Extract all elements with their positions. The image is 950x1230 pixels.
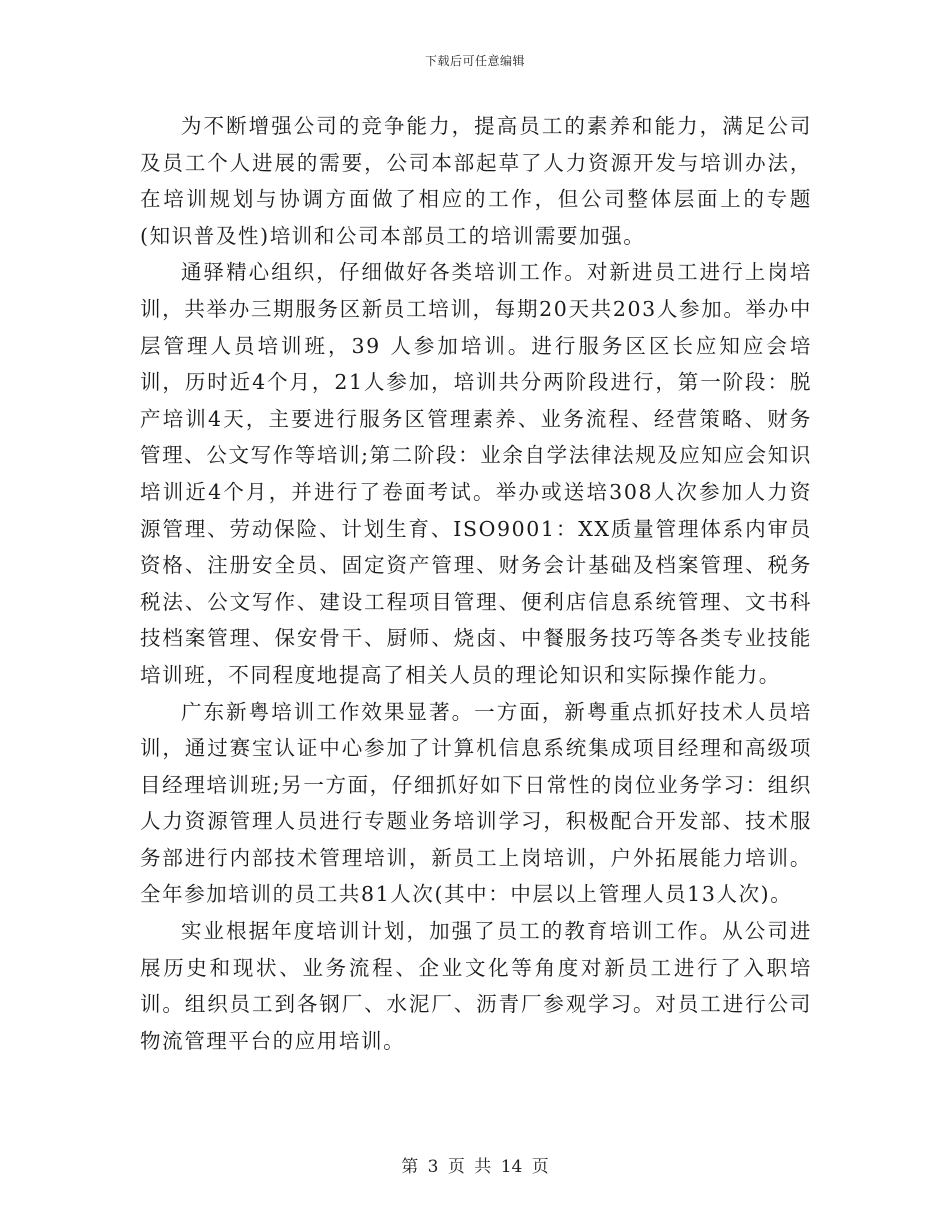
- page-number-footer: 第 3 页 共 14 页: [401, 1157, 549, 1177]
- paragraph: 实业根据年度培训计划，加强了员工的教育培训工作。从公司进展历史和现状、业务流程、企业文化等角度对新员工进行了入职培训。组织员工到各钢厂、水泥厂、沥青厂参观学习。对员工进行公司物流管理平台的应用培训。: [140, 919, 812, 1053]
- page-header-note: 下载后可任意编辑: [424, 54, 525, 68]
- paragraph: 广东新粤培训工作效果显著。一方面，新粤重点抓好技术人员培训，通过赛宝认证中心参加了计算机信息系统集成项目经理和高级项目经理培训班;另一方面，仔细抓好如下日常性的岗位业务学习：组织人力资源管理人员进行专题业务培训学习，积极配合开发部、技术服务部进行内部技术管理培训，新员工上岗培训，户外拓展能力培训。全年参加培训的员工共81人次(其中：中层以上管理人员13人次)。: [140, 699, 812, 907]
- paragraph: 通驿精心组织，仔细做好各类培训工作。对新进员工进行上岗培训，共举办三期服务区新员工培训，每期20天共203人参加。举办中层管理人员培训班，39 人参加培训。进行服务区区长应知应会培训，历时近4个月，21人参加，培训共分两阶段进行，第一阶段：脱产培训4天，主要进行服务区管理素养、业务流程、经营策略、财务管理、公文写作等培训;第二阶段：业余自学法律法规及应知应会知识培训近4个月，并进行了卷面考试。举办或送培308人次参加人力资源管理、劳动保险、计划生育、ISO9001：XX质量管理体系内审员资格、注册安全员、固定资产管理、财务会计基础及档案管理、税务税法、公文写作、建设工程项目管理、便利店信息系统管理、文书科技档案管理、保安骨干、厨师、烧卤、中餐服务技巧等各类专业技能培训班，不同程度地提高了相关人员的理论知识和实际操作能力。: [140, 260, 812, 687]
- document-body: [140, 108, 812, 1059]
- paragraph: 为不断增强公司的竞争能力，提高员工的素养和能力，满足公司及员工个人进展的需要，公司本部起草了人力资源开发与培训办法，在培训规划与协调方面做了相应的工作，但公司整体层面上的专题(知识普及性)培训和公司本部员工的培训需要加强。: [140, 114, 812, 248]
